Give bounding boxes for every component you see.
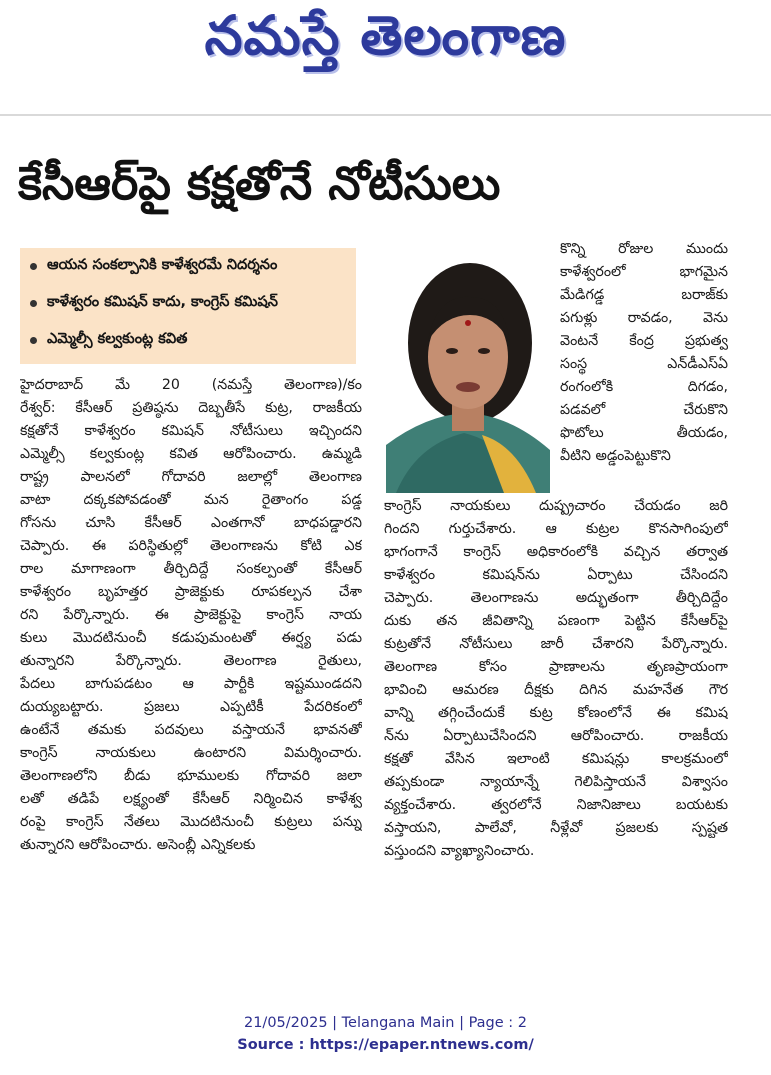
article-line: ఎమ్మెల్సీ కల్వకుంట్ల కవిత ఆరోపించారు. ఉమ్మడి (20, 446, 362, 462)
footer-source: Source : https://epaper.ntnews.com/ (237, 1037, 534, 1053)
masthead (0, 0, 771, 92)
article-line: పడవలో చేరుకొని (560, 402, 728, 418)
article-line: కొన్ని రోజుల ముందు (560, 241, 728, 257)
article-line: దుయ్యబట్టారు. ప్రజలు ఎప్పటికీ పేదరికంలో (20, 699, 362, 715)
highlights-box (20, 248, 356, 364)
article-line: గిందని గుర్తుచేశారు. ఆ కుట్రల కొనసాగింపులో (384, 521, 728, 537)
article-line: తప్పకుండా న్యాయాన్నే గెలిపిస్తాయనే విశ్వాసం (384, 774, 728, 790)
article-line: వాటా దక్కకపోవడంతో మన రైతాంగం పడ్డ (20, 492, 362, 508)
article-line: దుకు తన జీవితాన్ని పణంగా పెట్టిన కేసీఆర్‌పై (384, 613, 728, 629)
article-line: వెంటనే కేంద్ర ప్రభుత్వ (560, 333, 728, 349)
article-column-right-bottom (384, 495, 728, 863)
article-line: చెప్పారు. ఈ పరిస్థితుల్లో తెలంగాణను కోటి ఎక (20, 538, 362, 554)
bullet-icon (30, 300, 37, 307)
article-line: చెప్పారు. తెలంగాణను అద్భుతంగా తీర్చిదిద్దేం (384, 590, 728, 606)
article-line: పగుళ్లు రావడం, వెను (560, 310, 728, 326)
article-line: తెలంగాణ కోసం ప్రాణాలను తృణప్రాయంగా (384, 659, 728, 675)
article-line: రాల మాగాణంగా తీర్చిదిద్దే సంకల్పంతో కేసీఆర్ (20, 561, 362, 577)
article-line: ఉంటేనే తమకు పదవులు వస్తాయనే భావనతో (20, 722, 362, 738)
article-line: కులు మొదటినుంచీ కడుపుమంటతో ఈర్ష్య పడు (20, 630, 362, 646)
article-line: లతో తడిపే లక్ష్యంతో కేసీఆర్ నిర్మించిన కాళేశ్వ (20, 791, 362, 807)
article-line: వీటిని అడ్డంపెట్టుకొని (560, 448, 671, 464)
bullet-icon (30, 263, 37, 270)
highlight-text: ఎమ్మెల్సీ కల్వకుంట్ల కవిత (47, 330, 188, 347)
article-line: మేడిగడ్డ బరాజ్‌కు (560, 287, 728, 303)
article-line: కక్షతో వేసిన ఇలాంటి కమిషన్లు కాలక్రమంలో (384, 751, 728, 767)
article-line: తున్నారని పేర్కొన్నారు. తెలంగాణ రైతులు, (20, 653, 362, 669)
article-line: రంపై కాంగ్రెస్ నేతలు మొదటినుంచీ కుట్రలు పన్ను (20, 814, 362, 830)
article-line: పేదలు బాగుపడటం ఆ పార్టీకి ఇష్టముండదని (20, 676, 362, 692)
article-line: రని పేర్కొన్నారు. ఈ ప్రాజెక్టుపై కాంగ్రెస్ నాయ (20, 607, 362, 623)
article-line: వాన్ని తగ్గించేందుకే కుట్ర కోణంలోనే ఈ కమిష (384, 705, 728, 721)
footer-date-page: 21/05/2025 | Telangana Main | Page : 2 (243, 1015, 528, 1031)
portrait-image (386, 245, 550, 493)
article-line: కాంగ్రెస్ నాయకులు దుష్ప్రచారం చేయడం జరి (384, 498, 728, 514)
article-line: కాళేశ్వరం బృహత్తర ప్రాజెక్టుకు రూపకల్పన చేశా (20, 584, 362, 600)
newspaper-name: నమస్తే తెలంగాణ (204, 4, 567, 67)
article-line: రంగంలోకి దిగడం, (560, 379, 728, 395)
article-line: కాంగ్రెస్ నాయకులు ఉంటారని విమర్శించారు. (20, 745, 362, 761)
article-line: ఫొటోలు తీయడం, (560, 425, 728, 441)
article-line: కక్షతోనే కాళేశ్వరం కమిషన్ నోటీసులు ఇచ్చిందని (20, 423, 362, 439)
highlight-item (20, 285, 356, 322)
headline: కేసీఆర్‌పై కక్షతోనే నోటీసులు (18, 156, 501, 210)
highlight-text: ఆయన సంకల్పానికి కాళేశ్వరమే నిదర్శనం (47, 256, 278, 273)
article-line: భావించి ఆమరణ దీక్షకు దిగిన మహనేత గౌర (384, 682, 728, 698)
article-line: రాష్ట్ర పాలనలో గోదావరి జలాల్లో తెలంగాణ (20, 469, 362, 485)
article-line: సంస్థ ఎన్‌డీఎస్‌ఏ (560, 356, 728, 372)
article-column-left (20, 374, 362, 857)
article-line: న్‌ను ఏర్పాటుచేసిందని ఆరోపించారు. రాజకీయ (384, 728, 728, 744)
masthead-divider (0, 114, 771, 116)
article-line: హైదరాబాద్ మే 20 (నమస్తే తెలంగాణ)/కం (20, 377, 362, 393)
article-line: వ్యక్తంచేశారు. త్వరలోనే నిజానిజాలు బయటకు (384, 797, 728, 813)
article-line: వస్తుందని వ్యాఖ్యానించారు. (384, 843, 535, 859)
article-column-right-top (560, 238, 728, 468)
article-line: తెలంగాణలోని బీడు భూములకు గోదావరి జలా (20, 768, 362, 784)
article-line: భాగంగానే కాంగ్రెస్ అధికారంలోకి వచ్చిన తర్వాత (384, 544, 728, 560)
bullet-icon (30, 337, 37, 344)
article-line: కాళేశ్వరం కమిషన్‌ను ఏర్పాటు చేసిందని (384, 567, 728, 583)
highlight-text: కాళేశ్వరం కమిషన్ కాదు, కాంగ్రెస్ కమిషన్ (47, 293, 278, 310)
footer (0, 1012, 771, 1056)
article-line: వస్తాయని, పాలేవో, నీళ్లేవో ప్రజలకు స్పష్టత (384, 820, 728, 836)
article-line: కాళేశ్వరంలో భాగమైన (560, 264, 728, 280)
highlight-item (20, 322, 356, 359)
article-line: రేశ్వర్: కేసీఆర్ ప్రతిష్ఠను దెబ్బతీసే కుట్ర, రాజకీయ (20, 400, 362, 416)
highlight-item (20, 248, 356, 285)
article-line: గోసను చూసి కేసీఆర్ ఎంతగానో బాధపడ్డారని (20, 515, 362, 531)
article-line: కుట్రతోనే నోటీసులు జారీ చేశారని పేర్కొన్నారు. (384, 636, 728, 652)
article-line: తున్నారని ఆరోపించారు. అసెంబ్లీ ఎన్నికలకు (20, 837, 256, 853)
portrait-photo (386, 245, 550, 493)
